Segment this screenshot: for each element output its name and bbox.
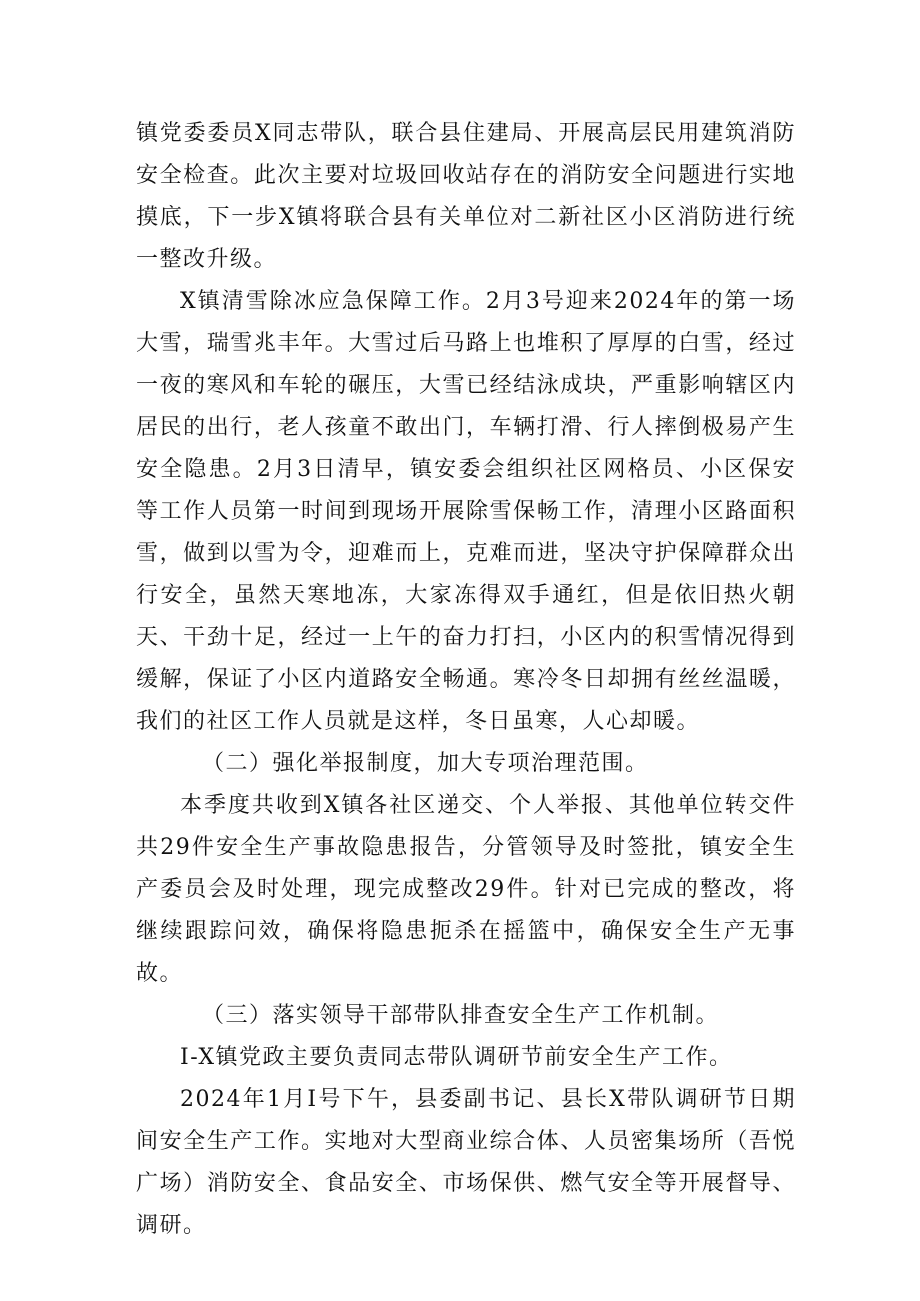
paragraph-hazard-reports: 本季度共收到X镇各社区递交、个人举报、其他单位转交件共29件安全生产事故隐患报告，分管领导及时签批，镇安全生产委员会及时处理，现完成整改29件。针对已完成的整改，将继续跟踪问效，确保将隐患扼杀在摇篮中，确保安全生产无事故。 <box>136 793 796 986</box>
section-heading-reporting-system: （二）强化举报制度，加大专项治理范围。 <box>202 751 649 776</box>
paragraph-leadership-survey: I-X镇党政主要负责同志带队调研节前安全生产工作。 <box>180 1045 733 1070</box>
paragraph-snow-removal: X镇清雪除冰应急保障工作。2月3号迎来2024年的第一场大雪，瑞雪兆丰年。大雪过后马路上也堆积了厚厚的白雪，经过一夜的寒风和车轮的碾压，大雪已经结泳成块，严重影响辖区内居民的出行，老人孩童不敢出门，车辆打滑、行人摔倒极易产生安全隐患。2月3日清早，镇安委会组织社区网格员、小区保安等工作人员第一时间到现场开展除雪保畅工作，清理小区路面积雪，做到以雪为令，迎难而上，克难而进，坚决守护保障群众出行安全，虽然天寒地冻，大家冻得双手通红，但是依旧热火朝天、干劲十足，经过一上午的奋力打扫，小区内的积雪情况得到缓解，保证了小区内道路安全畅通。寒冷冬日却拥有丝丝温暖，我们的社区工作人员就是这样，冬日虽寒，人心却暖。 <box>136 289 796 734</box>
section-heading-leadership-mechanism: （三）落实领导干部带队排查安全生产工作机制。 <box>202 1003 720 1028</box>
paragraph-fire-safety-inspection: 镇党委委员X同志带队，联合县住建局、开展高层民用建筑消防安全检查。此次主要对垃圾回收站存在的消防安全问题进行实地摸底，下一步X镇将联合县有关单位对二新社区小区消防进行统一整改升级。 <box>136 121 796 272</box>
paragraph-holiday-inspection: 2024年1月I号下午，县委副书记、县长X带队调研节日期间安全生产工作。实地对大型商业综合体、人员密集场所（吾悦广场）消防安全、食品安全、市场保供、燃气安全等开展督导、调研。 <box>136 1087 796 1238</box>
document-body <box>136 113 796 1247</box>
